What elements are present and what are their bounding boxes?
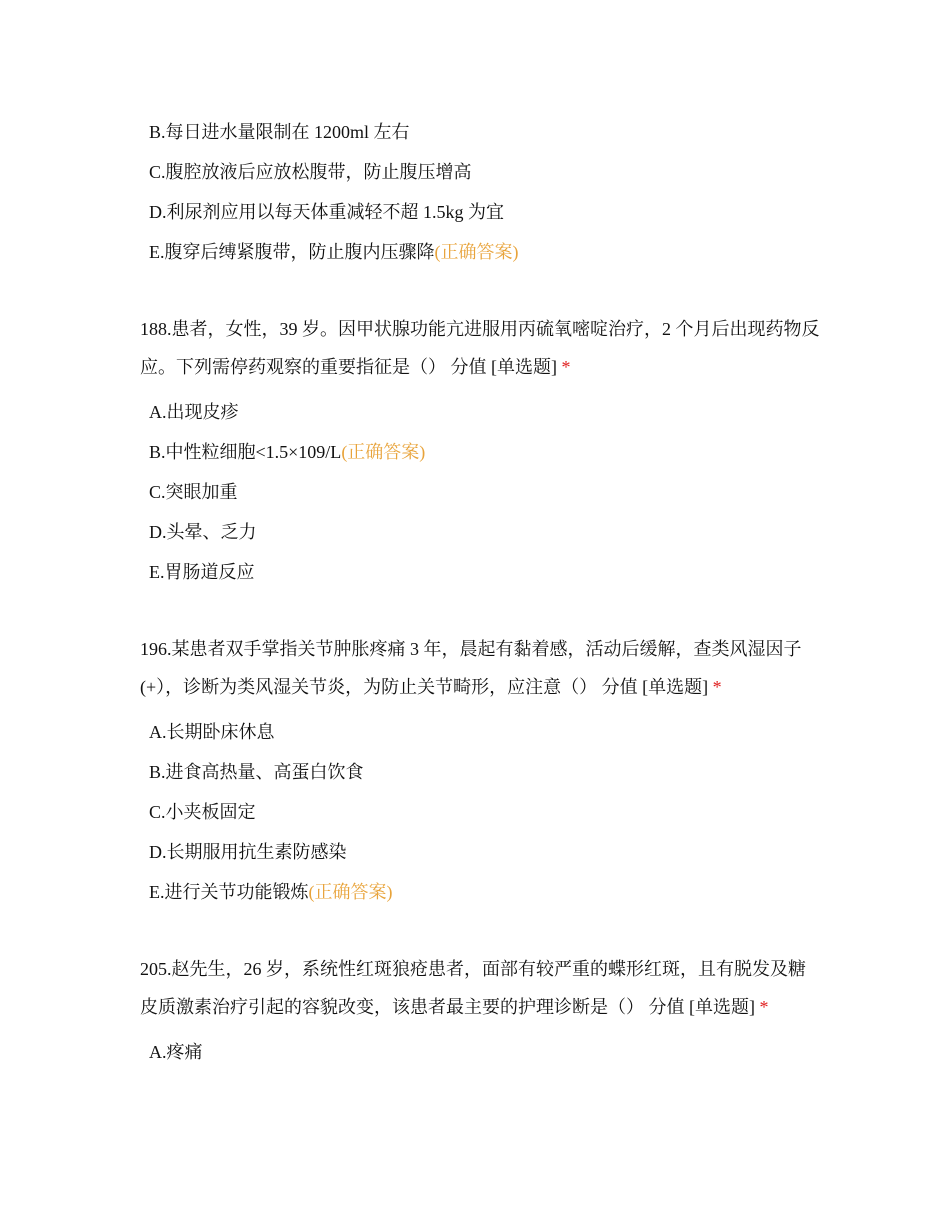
- option-b: B.中性粒细胞<1.5×109/L(正确答案): [149, 442, 426, 462]
- correct-answer-mark: (正确答案): [308, 882, 393, 902]
- correct-answer-mark: (正确答案): [341, 442, 426, 462]
- option-a: A.疼痛: [149, 1042, 203, 1062]
- option-a: A.长期卧床休息: [149, 722, 275, 742]
- question-188: 188.患者，女性，39 岁。因甲状腺功能亢进服用丙硫氧嘧啶治疗，2 个月后出现药物反应。下列需停药观察的重要指征是（） 分值 [单选题] *: [140, 319, 820, 377]
- option-list-196: [140, 712, 820, 912]
- option-c: C.腹腔放液后应放松腹带，防止腹压增高: [149, 162, 472, 182]
- question-list: [140, 112, 820, 1072]
- required-star: *: [759, 997, 769, 1017]
- option-list-previous-question: [140, 112, 820, 272]
- option-e: E.腹穿后缚紧腹带，防止腹内压骤降(正确答案): [149, 242, 519, 262]
- question-205: 205.赵先生，26 岁，系统性红斑狼疮患者，面部有较严重的蝶形红斑，且有脱发及糖皮质激素治疗引起的容貌改变，该患者最主要的护理诊断是（） 分值 [单选题] *: [140, 959, 806, 1017]
- required-star: *: [712, 677, 722, 697]
- option-b: B.进食高热量、高蛋白饮食: [149, 762, 364, 782]
- option-d: D.长期服用抗生素防感染: [149, 842, 347, 862]
- option-e: E.胃肠道反应: [149, 562, 255, 582]
- correct-answer-mark: (正确答案): [434, 242, 519, 262]
- option-c: C.突眼加重: [149, 482, 238, 502]
- option-list-188: [140, 392, 820, 592]
- question-196: 196.某患者双手掌指关节肿胀疼痛 3 年，晨起有黏着感，活动后缓解，查类风湿因子(+），诊断为类风湿关节炎，为防止关节畸形，应注意（） 分值 [单选题] *: [140, 639, 802, 697]
- option-d: D.利尿剂应用以每天体重减轻不超 1.5kg 为宜: [149, 202, 504, 222]
- required-star: *: [561, 357, 571, 377]
- option-e: E.进行关节功能锻炼(正确答案): [149, 882, 393, 902]
- option-list-205: [140, 1032, 820, 1072]
- option-d: D.头晕、乏力: [149, 522, 257, 542]
- option-b: B.每日进水量限制在 1200ml 左右: [149, 122, 410, 142]
- option-a: A.出现皮疹: [149, 402, 239, 422]
- option-c: C.小夹板固定: [149, 802, 256, 822]
